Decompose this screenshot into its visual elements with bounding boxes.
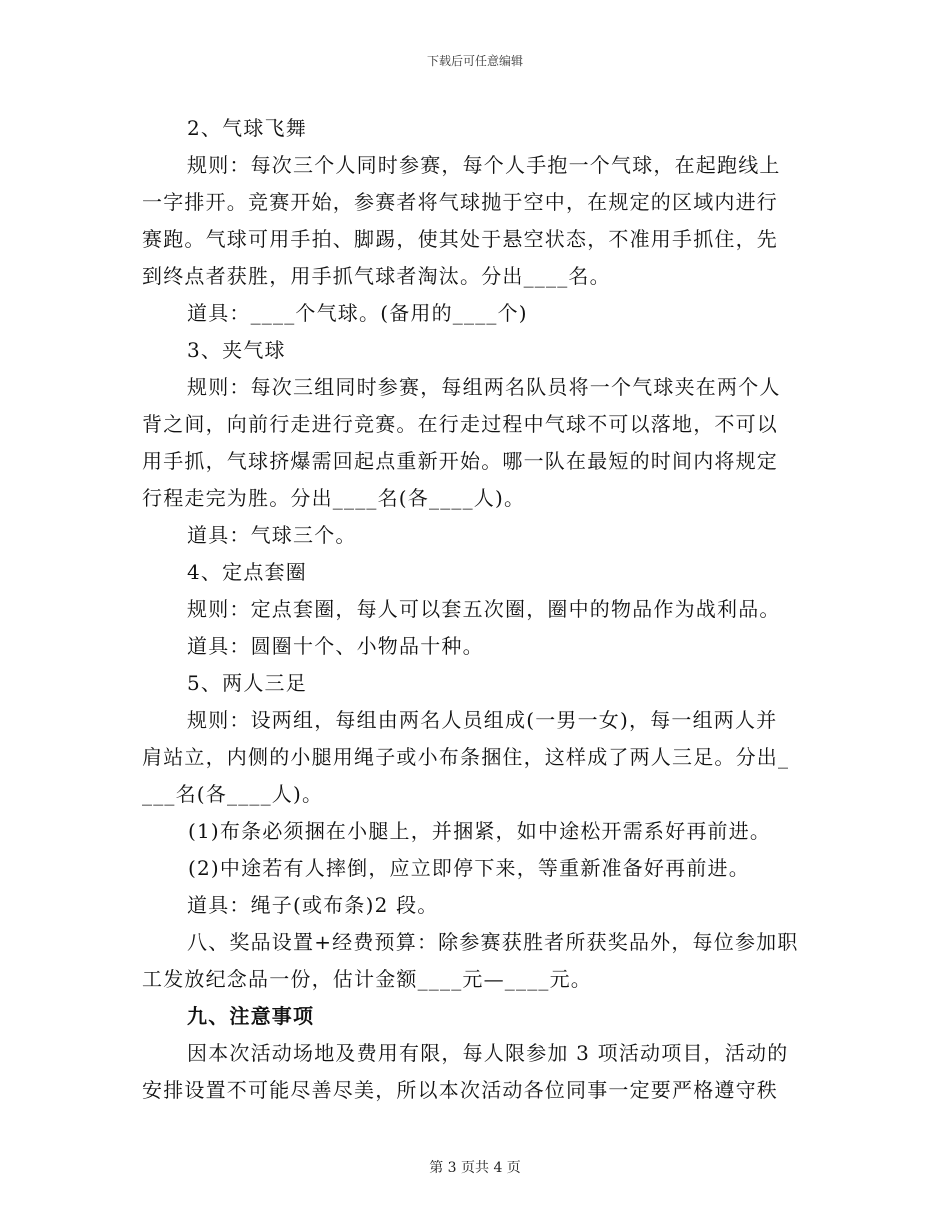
- page-header: 下载后可任意编辑: [426, 54, 523, 68]
- section-heading-balloon-dance: 2、气球飞舞: [187, 116, 307, 140]
- paragraph-line: 道具：____个气球。(备用的____个): [187, 301, 528, 325]
- paragraph-line: 行程走完为胜。分出____名(各____人)。: [142, 486, 526, 510]
- section-heading-pinch-balloon: 3、夹气球: [187, 338, 286, 362]
- paragraph-line: 肩站立，内侧的小腿用绳子或小布条捆住，这样成了两人三足。分出_: [142, 745, 790, 769]
- paragraph-line: 一字排开。竞赛开始，参赛者将气球抛于空中，在规定的区域内进行: [142, 190, 778, 214]
- paragraph-line: ___名(各____人)。: [142, 782, 324, 806]
- page-footer: 第 3 页共 4 页: [429, 1160, 521, 1176]
- paragraph-line: 规则：设两组，每组由两名人员组成(一男一女)，每一组两人并: [187, 708, 778, 732]
- paragraph-line: 道具：气球三个。: [187, 523, 357, 547]
- section-heading-ring-toss: 4、定点套圈: [187, 560, 307, 584]
- paragraph-line: 赛跑。气球可用手拍、脚踢，使其处于悬空状态，不准用手抓住，先: [142, 227, 778, 251]
- paragraph-line: 八、奖品设置+经费预算：除参赛获胜者所获奖品外，每位参加职: [187, 930, 799, 954]
- section-heading-three-legged: 5、两人三足: [187, 671, 307, 695]
- list-item: (1)布条必须捆在小腿上，并捆紧，如中途松开需系好再前进。: [188, 819, 772, 843]
- paragraph-line: 工发放纪念品一份，估计金额____元—____元。: [142, 967, 592, 991]
- paragraph-line: 背之间，向前行走进行竞赛。在行走过程中气球不可以落地，不可以: [142, 412, 778, 436]
- list-item: (2)中途若有人摔倒，应立即停下来，等重新准备好再前进。: [188, 856, 750, 880]
- section-heading-notes: 九、注意事项: [187, 1004, 315, 1028]
- paragraph-line: 规则：每次三组同时参赛，每组两名队员将一个气球夹在两个人: [187, 375, 781, 399]
- paragraph-line: 用手抓，气球挤爆需回起点重新开始。哪一队在最短的时间内将规定: [142, 449, 778, 473]
- document-body: [142, 110, 804, 1109]
- paragraph-line: 规则：每次三个人同时参赛，每个人手抱一个气球，在起跑线上: [187, 153, 781, 177]
- paragraph-line: 安排设置不可能尽善尽美，所以本次活动各位同事一定要严格遵守秩: [142, 1078, 778, 1102]
- paragraph-line: 道具：圆圈十个、小物品十种。: [187, 634, 484, 658]
- paragraph-line: 到终点者获胜，用手抓气球者淘汰。分出____名。: [142, 264, 611, 288]
- paragraph-line: 因本次活动场地及费用有限，每人限参加 3 项活动项目，活动的: [187, 1041, 789, 1065]
- paragraph-line: 规则：定点套圈，每人可以套五次圈，圈中的物品作为战利品。: [187, 597, 781, 621]
- paragraph-line: 道具：绳子(或布条)2 段。: [187, 893, 439, 917]
